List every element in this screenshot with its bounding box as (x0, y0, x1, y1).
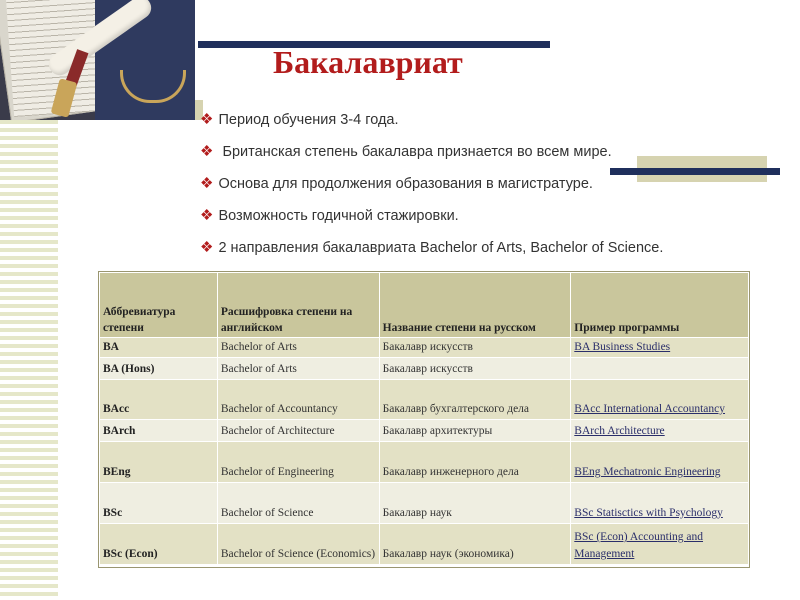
cell-russian: Бакалавр наук (экономика) (379, 524, 571, 565)
diamond-bullet-icon: ❖ (200, 239, 214, 256)
cell-abbreviation: BAcc (100, 380, 218, 420)
cell-abbreviation: BEng (100, 442, 218, 483)
graduation-photo (0, 0, 195, 120)
cell-example-link[interactable]: BSc Statisctics with Psychology (571, 483, 749, 524)
cell-english: Bachelor of Arts (217, 358, 379, 380)
cell-example-link[interactable]: BAcc International Accountancy (571, 380, 749, 420)
cell-abbreviation: BSc (100, 483, 218, 524)
cell-example-link[interactable]: BArch Architecture (571, 420, 749, 442)
diamond-bullet-icon: ❖ (200, 143, 214, 160)
cell-english: Bachelor of Accountancy (217, 380, 379, 420)
cell-english: Bachelor of Arts (217, 338, 379, 358)
cell-example-link[interactable]: BEng Mechatronic Engineering (571, 442, 749, 483)
cell-english: Bachelor of Engineering (217, 442, 379, 483)
column-header-russian: Название степени на русском (379, 273, 571, 338)
bullet-item (200, 172, 663, 204)
cell-russian: Бакалавр архитектуры (379, 420, 571, 442)
bullet-item (200, 204, 663, 236)
cell-abbreviation: BSc (Econ) (100, 524, 218, 565)
bullet-text: Возможность годичной стажировки. (218, 208, 459, 224)
table-row (100, 524, 749, 565)
cell-russian: Бакалавр искусств (379, 338, 571, 358)
cell-russian: Бакалавр наук (379, 483, 571, 524)
degrees-table (99, 272, 749, 565)
column-header-abbreviation: Аббревиатура степени (100, 273, 218, 338)
cell-abbreviation: BA (100, 338, 218, 358)
cell-abbreviation: BArch (100, 420, 218, 442)
column-header-example: Пример программы (571, 273, 749, 338)
column-header-english: Расшифровка степени на английском (217, 273, 379, 338)
diamond-bullet-icon: ❖ (200, 207, 214, 224)
bullet-item (200, 108, 663, 140)
cell-example-link[interactable]: BA Business Studies (571, 338, 749, 358)
cell-russian: Бакалавр бухгалтерского дела (379, 380, 571, 420)
table-row (100, 483, 749, 524)
table-header-row (100, 273, 749, 338)
bullet-text: Период обучения 3-4 года. (218, 112, 399, 128)
bullet-text: Британская степень бакалавра признается во всем мире. (218, 144, 612, 160)
bullet-text: Основа для продолжения образования в магистратуре. (218, 176, 593, 192)
table-row (100, 358, 749, 380)
cell-abbreviation: BA (Hons) (100, 358, 218, 380)
bullet-list (200, 108, 663, 268)
cell-english: Bachelor of Science (Economics) (217, 524, 379, 565)
cell-example-link[interactable] (571, 358, 749, 380)
table-row (100, 442, 749, 483)
cell-russian: Бакалавр инженерного дела (379, 442, 571, 483)
bullet-item (200, 236, 663, 268)
cell-english: Bachelor of Science (217, 483, 379, 524)
table-row (100, 420, 749, 442)
bullet-text: 2 направления бакалавриата Bachelor of Arts, Bachelor of Science. (218, 240, 664, 256)
cell-example-link[interactable]: BSc (Econ) Accounting and Management (571, 524, 749, 565)
page-title: Бакалавриат (273, 44, 463, 80)
diamond-bullet-icon: ❖ (200, 111, 214, 128)
decorative-stripes (0, 120, 58, 600)
cell-russian: Бакалавр искусств (379, 358, 571, 380)
bullet-item (200, 140, 663, 172)
table-row (100, 338, 749, 358)
table-row (100, 380, 749, 420)
cell-english: Bachelor of Architecture (217, 420, 379, 442)
diamond-bullet-icon: ❖ (200, 175, 214, 192)
